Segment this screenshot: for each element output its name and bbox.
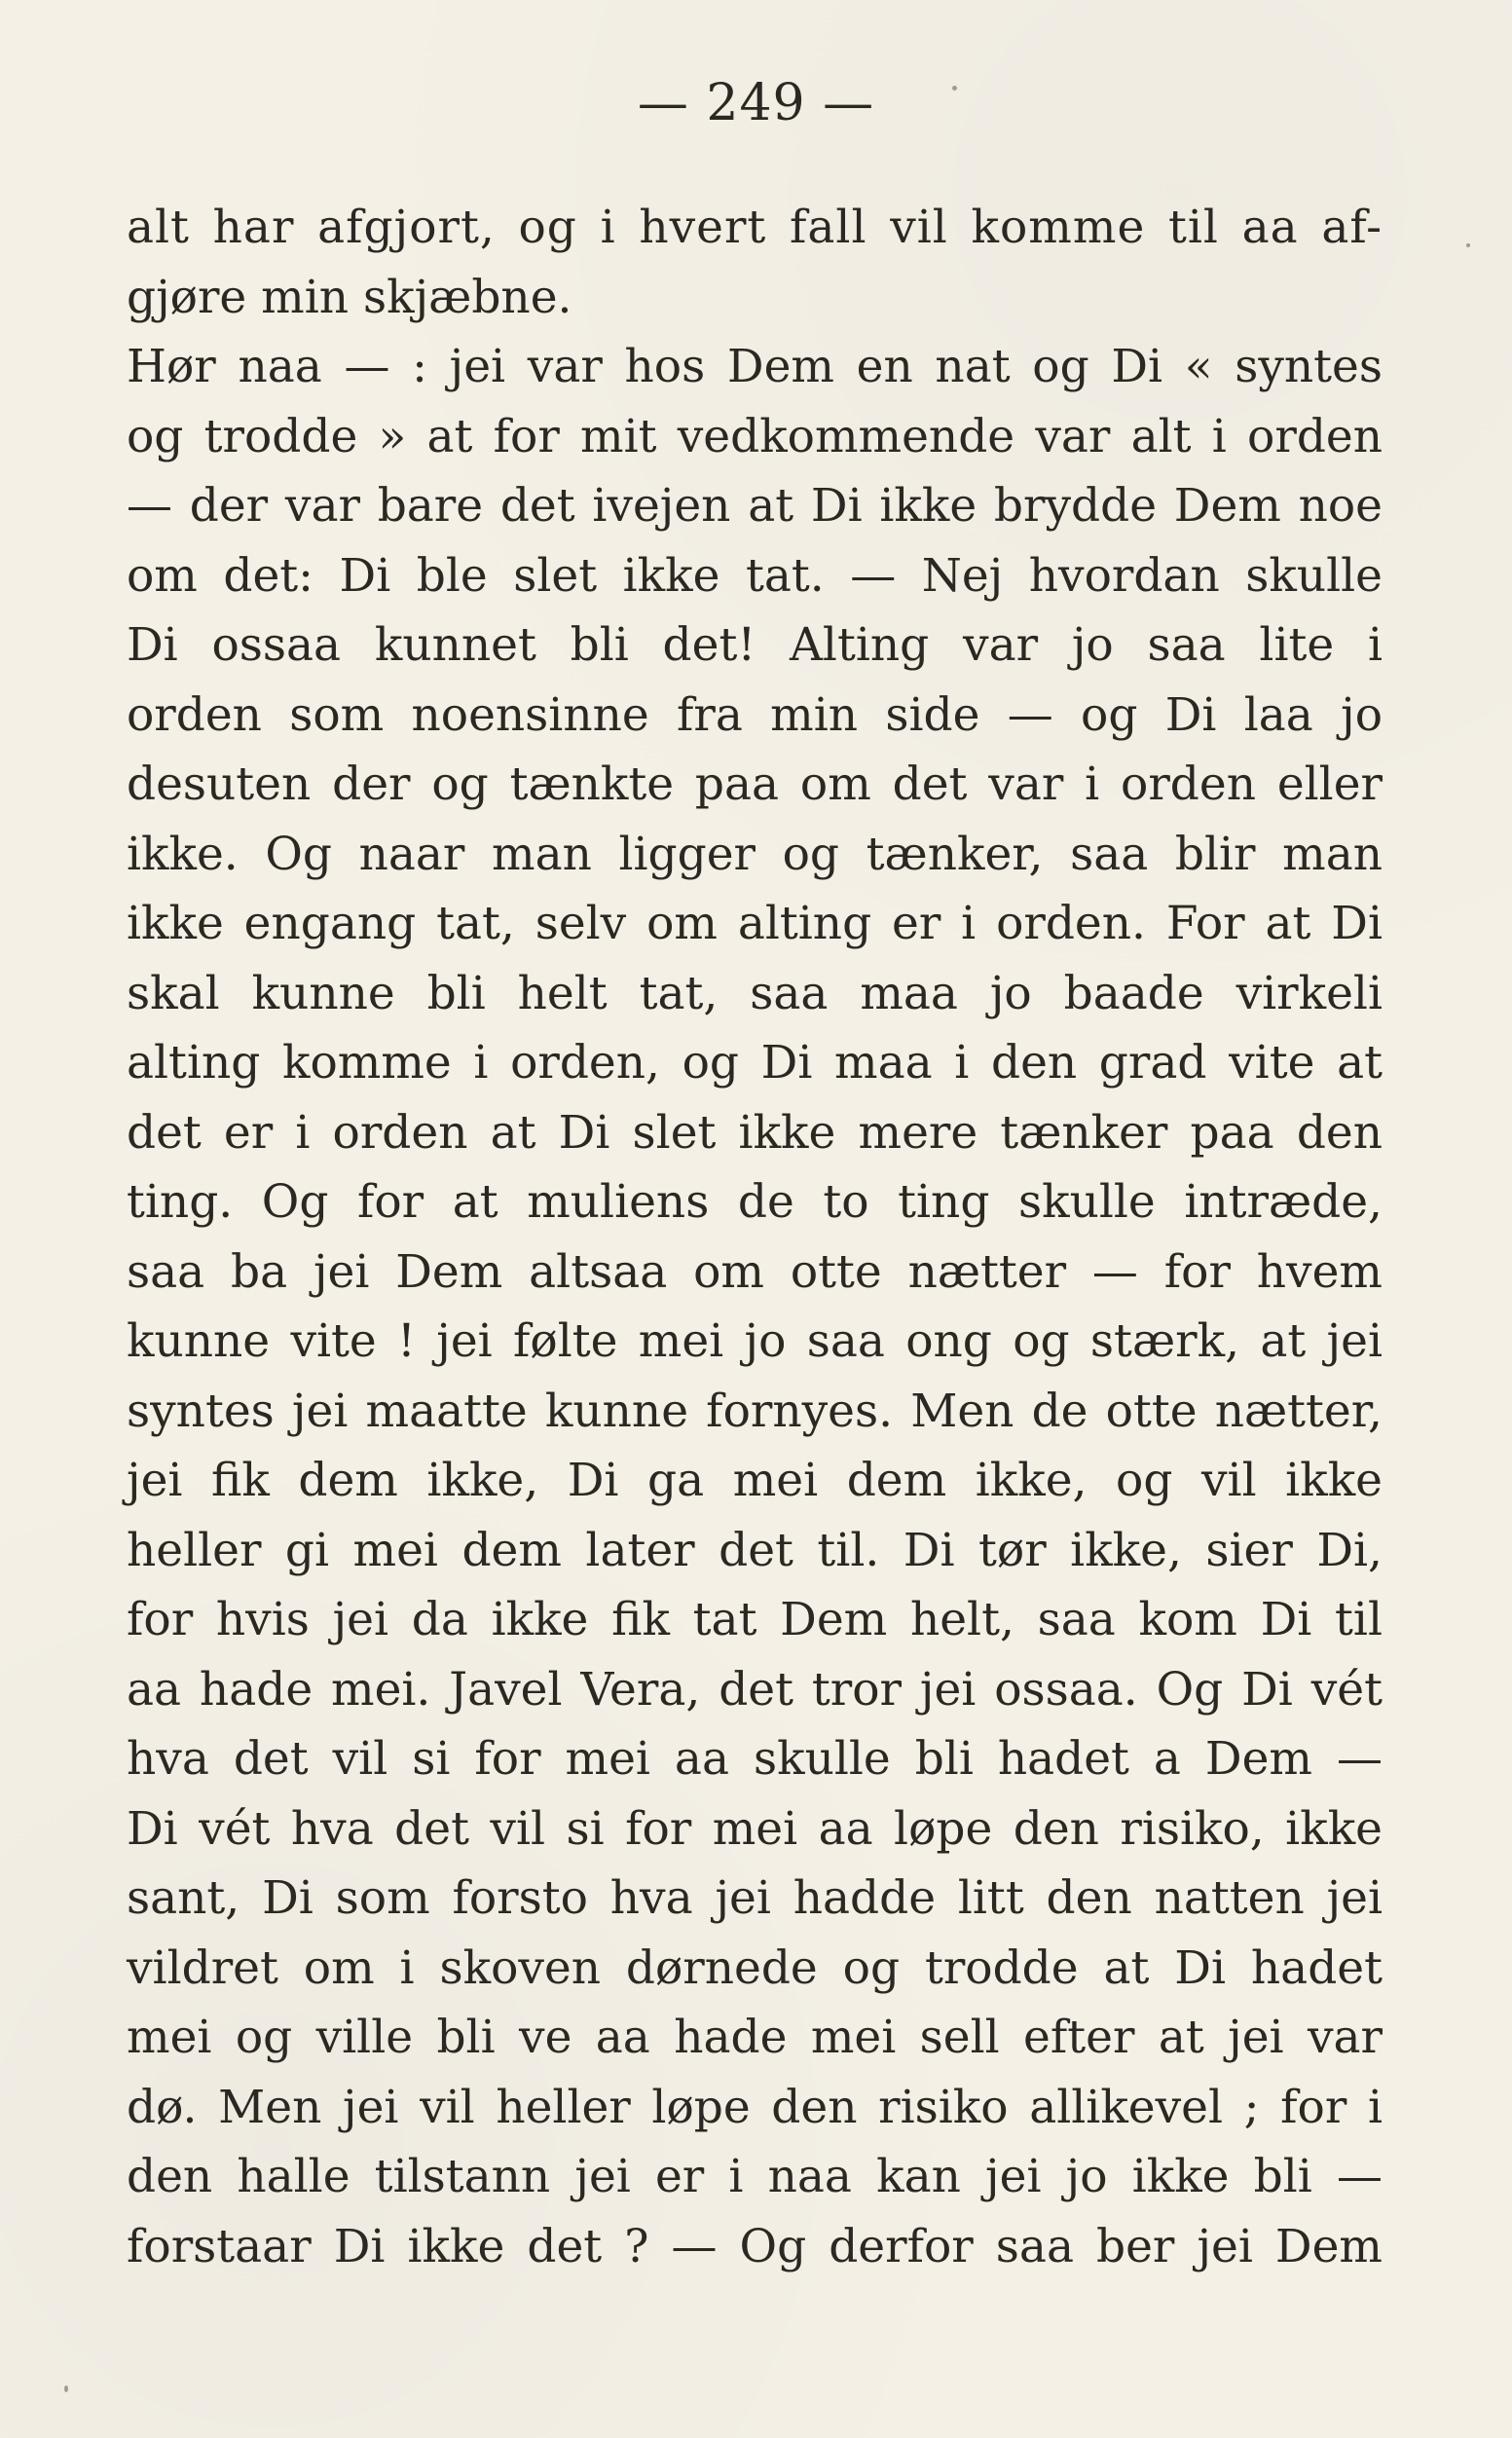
text-line-10: ikke. Og naar man ligger og tænker, saa blir man [127,827,1383,881]
body-text [127,193,1383,2281]
text-line-3: Hør naa — : jei var hos Dem en nat og Di « syntes [127,340,1383,393]
text-line-15: ting. Og for at muliens de to ting skulle intræde, [127,1175,1383,1229]
page-number: — 249 — [637,74,875,132]
text-line-30: forstaar Di ikke det ? — Og derfor saa ber jei Dem [127,2219,1383,2273]
text-line-4: og trodde » at for mit vedkommende var alt i orden [127,409,1383,463]
text-line-9: desuten der og tænkte paa om det var i orden eller [127,757,1383,811]
text-line-25: sant, Di som forsto hva jei hadde litt den natten jei [127,1871,1383,1925]
paper-speck [952,86,957,91]
text-line-11: ikke engang tat, selv om alting er i orden. For at Di [127,897,1383,950]
text-line-18: syntes jei maatte kunne fornyes. Men de otte nætter, [127,1384,1383,1438]
text-line-7: Di ossaa kunnet bli det! Alting var jo saa lite i [127,618,1383,672]
text-line-17: kunne vite ! jei følte mei jo saa ong og stærk, at jei [127,1314,1383,1368]
text-line-24: Di vét hva det vil si for mei aa løpe den risiko, ikke [127,1801,1383,1856]
text-line-23: hva det vil si for mei aa skulle bli hadet a Dem — [127,1732,1383,1786]
text-line-2: gjøre min skjæbne. [127,270,572,324]
text-line-13: alting komme i orden, og Di maa i den grad vite at [127,1036,1383,1090]
text-line-26: vildret om i skoven dørnede og trodde at Di hadet [127,1940,1383,1995]
paper-speck [64,2385,68,2392]
text-line-6: om det: Di ble slet ikke tat. — Nej hvordan skulle [127,548,1383,603]
text-line-28: dø. Men jei vil heller løpe den risiko allikevel ; for i [127,2080,1383,2134]
text-line-16: saa ba jei Dem altsaa om otte nætter — for hvem [127,1244,1383,1299]
paper-speck [405,1980,408,1983]
text-line-20: heller gi mei dem later det til. Di tør ikke, sier Di, [127,1523,1383,1577]
text-line-14: det er i orden at Di slet ikke mere tænker paa den [127,1105,1383,1160]
paper-speck [1466,243,1470,247]
text-line-29: den halle tilstann jei er i naa kan jei jo ikke bli — [127,2150,1383,2203]
text-line-5: — der var bare det ivejen at Di ikke brydde Dem noe [127,479,1383,533]
text-line-19: jei fik dem ikke, Di ga mei dem ikke, og vil ikke [127,1454,1383,1507]
text-line-12: skal kunne bli helt tat, saa maa jo baade virkeli [127,966,1383,1020]
text-line-21: for hvis jei da ikke fik tat Dem helt, saa kom Di til [127,1593,1383,1646]
text-line-22: aa hade mei. Javel Vera, det tror jei ossaa. Og Di vét [127,1662,1383,1717]
text-line-1: alt har afgjort, og i hvert fall vil komme til aa af- [127,201,1383,254]
text-line-8: orden som noensinne fra min side — og Di laa jo [127,687,1383,742]
text-line-27: mei og ville bli ve aa hade mei sell efter at jei var [127,2011,1383,2064]
